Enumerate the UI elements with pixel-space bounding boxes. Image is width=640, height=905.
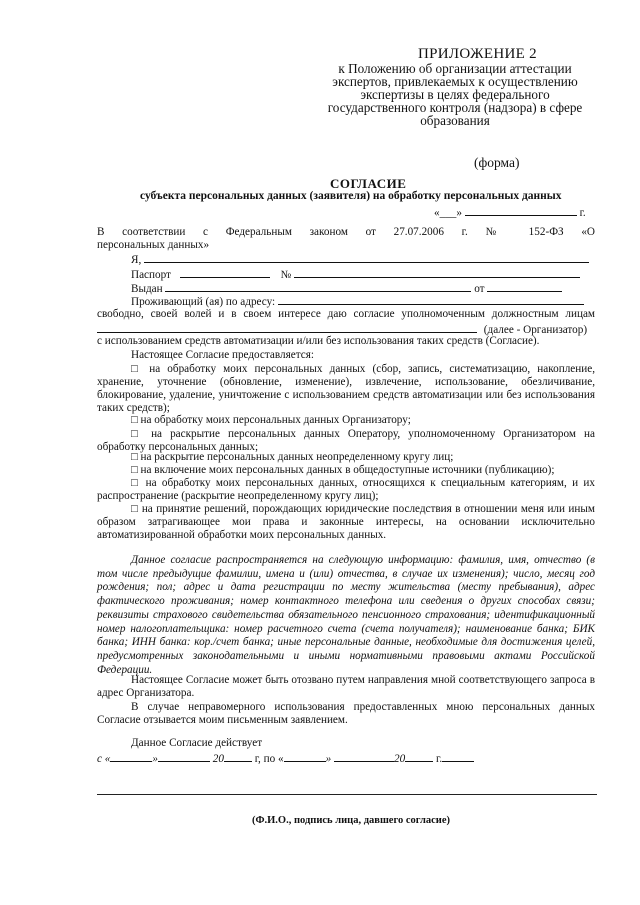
- validity-label: Данное Согласие действует: [131, 737, 263, 749]
- i-row: [131, 252, 589, 267]
- appendix-title: ПРИЛОЖЕНИЕ 2: [418, 46, 537, 62]
- date-month-field[interactable]: [465, 205, 577, 216]
- from-day-field[interactable]: [110, 751, 152, 762]
- passport-row: [131, 267, 580, 282]
- passport-series-field[interactable]: [180, 267, 270, 278]
- to-month-field[interactable]: [334, 751, 394, 762]
- info-scope-paragraph: Данное согласие распространяется на следующую информацию: фамилия, имя, отчество (в том числе предыдущие фамилии, имена и (или) отчества, в случае их изменения); число, месяц год рождения; пол; адрес и дата регистрации по месту жительства (месту пребывания), адрес фактического проживания; номер контактного телефона или сведения о других способах связи; реквизиты страхового свидетельства обязательного пенсионного страхования; идентификационный номер налогоплательщика: номер расчетного счета (счета получателя); наименование банка; БИК банка; ИНН банка: кор./счет банка; иные персональные данные, необходимые для достижения целей, предусмотренных законодательными и иными нормативными правовыми актами Российской Федерации.: [97, 554, 595, 676]
- passport-number-field[interactable]: [294, 267, 580, 278]
- signature-caption: (Ф.И.О., подпись лица, давшего согласие): [252, 815, 451, 826]
- date-year-suffix: г.: [579, 207, 586, 219]
- from-quote-close: »: [152, 753, 158, 765]
- consent-item: □ на обработку моих персональных данных Организатору;: [131, 414, 411, 426]
- address-field[interactable]: [278, 294, 584, 305]
- revocation-paragraph: Настоящее Согласие может быть отозвано путем направления мной соответствующего запроса в адрес Организатора.: [97, 674, 595, 699]
- free-will-text: свободно, своей волей и в своем интересе даю согласие уполномоченным должностным лицам: [97, 308, 595, 320]
- validity-from-label: с «: [97, 753, 111, 765]
- consent-item: □ на включение моих персональных данных в общедоступные источники (публикацию);: [131, 464, 555, 476]
- passport-number-label: №: [280, 269, 292, 281]
- i-label: Я,: [131, 254, 142, 266]
- from-month-field[interactable]: [158, 751, 210, 762]
- consent-item: □ на раскрытие персональных данных Оператору, уполномоченному Организатором на обработку персональных данных;: [97, 428, 595, 453]
- appendix-subtitle: к Положению об организации аттестации экспертов, привлекаемых к осуществлению экспертизы в целях федерального государственного контроля (надзора) в сфере образования: [327, 61, 583, 128]
- official-field[interactable]: [97, 322, 477, 333]
- misuse-paragraph: В случае неправомерного использования предоставленных мною персональных данных Согласие отзывается моим письменным заявлением.: [97, 701, 595, 726]
- residence-row: [131, 294, 584, 309]
- signature-line[interactable]: [97, 794, 597, 795]
- document-title: СОГЛАСИЕ: [330, 176, 407, 191]
- from-year-field[interactable]: [224, 751, 252, 762]
- issued-date-field[interactable]: [487, 281, 562, 292]
- validity-row: [97, 751, 474, 766]
- form-label: (форма): [474, 155, 520, 170]
- issued-by-field[interactable]: [165, 281, 471, 292]
- to-label: г, по «: [254, 753, 284, 765]
- date-day[interactable]: «___»: [434, 207, 462, 219]
- to-year-field[interactable]: [405, 751, 433, 762]
- to-year-prefix: 20: [394, 753, 406, 765]
- consent-item: □ на раскрытие персональных данных неопределенному кругу лиц;: [131, 451, 454, 463]
- date-line: [434, 205, 586, 220]
- intro-line1: В соответствии с Федеральным законом от 27.07.2006 г. № 152-ФЗ «О: [97, 226, 595, 238]
- consent-intro: Настоящее Согласие предоставляется:: [131, 349, 314, 361]
- to-day-field[interactable]: [284, 751, 326, 762]
- to-year-suffix: г.: [436, 753, 443, 765]
- automation-text: с использованием средств автоматизации и/или без использования таких средств (Согласие).: [97, 335, 540, 347]
- document-subtitle: субъекта персональных данных (заявителя) на обработку персональных данных: [140, 190, 562, 202]
- issued-label: Выдан: [131, 283, 163, 295]
- name-field[interactable]: [144, 252, 589, 263]
- organizer-note: (далее - Организатор): [483, 324, 588, 336]
- intro-line2: персональных данных»: [97, 239, 210, 251]
- passport-label: Паспорт: [131, 269, 171, 281]
- consent-item: □ на обработку моих персональных данных (сбор, запись, систематизацию, накопление, хранение, уточнение (обновление, изменение), извлечение, использование, обезличивание, блокирование, удаление, уничтожение с использованием средств автоматизации или без использования таких средств);: [97, 363, 595, 414]
- to-quote-close: »: [325, 753, 332, 765]
- issued-from-label: от: [474, 283, 485, 295]
- residence-label: Проживающий (ая) по адресу:: [131, 296, 276, 308]
- consent-item: □ на обработку моих персональных данных, относящихся к специальным категориям, и их распространение (раскрытие неопределенному кругу лиц);: [97, 477, 595, 502]
- to-year-trailing-field[interactable]: [442, 751, 474, 762]
- consent-item: □ на принятие решений, порождающих юридические последствия в отношении меня или иным образом затрагивающее мои права и законные интересы, на основании исключительно автоматизированной обработки моих персональных данных.: [97, 503, 595, 541]
- from-year-prefix: 20: [212, 753, 224, 765]
